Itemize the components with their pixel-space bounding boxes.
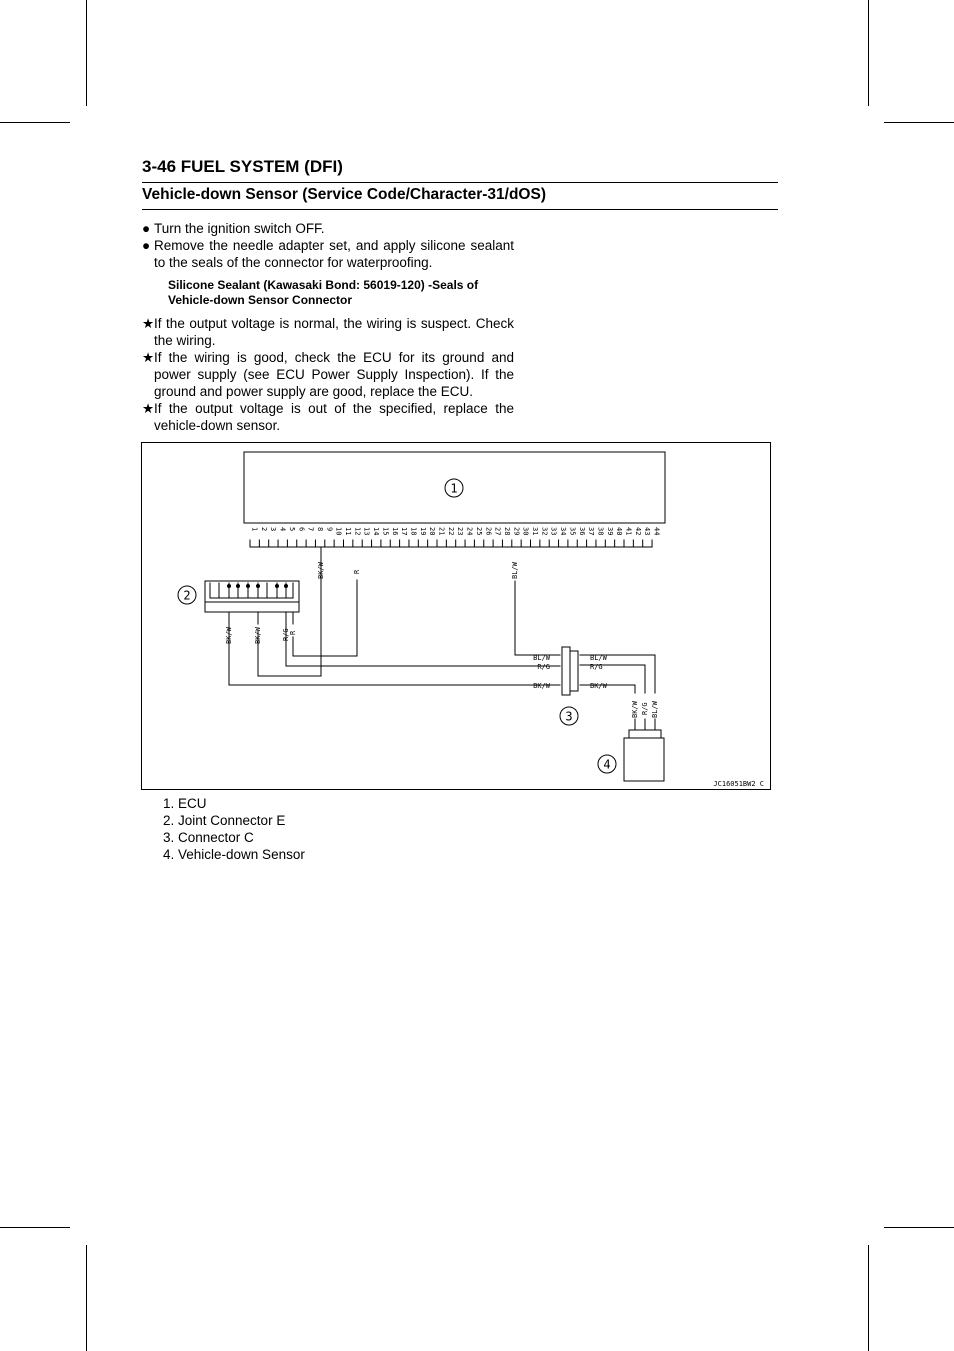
connector-c-right <box>570 651 578 691</box>
ecu-pin-number: 42 <box>633 527 642 536</box>
ecu-pin-number: 7 <box>306 527 315 532</box>
wire-label: R/G <box>537 663 550 671</box>
step-text: Turn the ignition switch OFF. <box>154 221 325 236</box>
ecu-pin-number: 28 <box>502 527 511 536</box>
crop-mark <box>884 122 954 123</box>
crop-mark <box>0 1227 70 1228</box>
judgment-text: If the output voltage is out of the specified, replace the vehicle-down sensor. <box>154 401 514 433</box>
wire-label: BL/W <box>511 562 519 579</box>
ecu-pin-number: 38 <box>596 527 605 536</box>
section-rule <box>142 209 778 210</box>
wire-label: R/G <box>641 702 649 715</box>
ecu-pin-number: 19 <box>418 527 427 536</box>
ecu-pin-number: 8 <box>315 527 324 532</box>
callout-number: 4 <box>603 757 611 772</box>
crop-mark <box>86 1245 87 1351</box>
ecu-pin-number: 13 <box>362 527 371 536</box>
crop-mark <box>868 1245 869 1351</box>
joint-dot <box>227 584 231 588</box>
ecu-pin-number: 32 <box>540 527 549 536</box>
wire-label: R/G <box>590 663 603 671</box>
page-title: 3-46 FUEL SYSTEM (DFI) <box>142 157 343 176</box>
wire-label: BK/W <box>590 682 607 690</box>
ecu-pin-number: 11 <box>344 527 352 536</box>
wire-bkw-1 <box>229 612 560 685</box>
figure-code: JC16051BW2 C <box>713 780 764 788</box>
ecu-pin-number: 43 <box>643 527 652 536</box>
connector-c-left <box>562 647 570 695</box>
joint-connector-body <box>205 602 299 612</box>
callout-number: 1 <box>450 481 458 496</box>
wire-label: BK/W <box>225 627 233 644</box>
ecu-pin-number: 24 <box>465 527 474 536</box>
ecu-pin-number: 21 <box>437 527 446 536</box>
spec-note: Silicone Sealant (Kawasaki Bond: 56019-120) -Seals of Vehicle-down Sensor Connector <box>168 278 479 307</box>
ecu-pin-number: 16 <box>390 527 399 536</box>
ecu-pin-number: 2 <box>259 527 268 532</box>
joint-dot <box>284 584 288 588</box>
ecu-pin-number: 34 <box>559 527 568 536</box>
wire-label: BL/W <box>651 701 659 718</box>
wire-label: BK/W <box>631 701 639 718</box>
ecu-pin-number: 14 <box>372 527 381 536</box>
ecu-pin-number: 9 <box>325 527 334 532</box>
wire-label: R <box>353 569 361 574</box>
callout-number: 3 <box>565 709 573 724</box>
ecu-pin-number: 30 <box>521 527 530 536</box>
wire-right-bkw <box>580 685 635 693</box>
ecu-pin-number: 39 <box>605 527 614 536</box>
ecu-pin-number: 6 <box>297 527 306 532</box>
judgment-text: If the wiring is good, check the ECU for its ground and power supply (see ECU Power Supply Inspection). If the ground and power supply are good, replace the ECU. <box>154 350 514 399</box>
joint-dot <box>256 584 260 588</box>
wire-label: BK/W <box>317 562 325 579</box>
joint-dot <box>275 584 279 588</box>
section-title: Vehicle-down Sensor (Service Code/Character-31/dOS) <box>142 186 546 203</box>
judgment-text: If the output voltage is normal, the wiring is suspect. Check the wiring. <box>154 316 514 348</box>
ecu-pin-number: 15 <box>381 527 390 536</box>
star-marker: ★ <box>142 350 155 365</box>
ecu-pin-number: 41 <box>624 527 633 536</box>
crop-mark <box>868 0 869 106</box>
wiring-diagram-svg <box>142 443 772 791</box>
ecu-pin-number: 22 <box>446 527 455 536</box>
legend-item: 3. Connector C <box>163 830 254 845</box>
callout-number: 2 <box>183 588 191 603</box>
ecu-pin-number: 40 <box>615 527 624 536</box>
ecu-pin-number: 5 <box>287 527 296 532</box>
sensor-body <box>624 738 664 781</box>
ecu-pin-number: 20 <box>428 527 437 536</box>
ecu-pin-number: 3 <box>269 527 278 532</box>
wire-label: BL/W <box>590 654 607 662</box>
ecu-pin-number: 37 <box>587 527 596 536</box>
judgment-item <box>142 400 514 434</box>
ecu-pin-number: 36 <box>577 527 586 536</box>
ecu-pin-number: 23 <box>456 527 465 536</box>
ecu-pin-number: 17 <box>400 527 409 536</box>
ecu-pin-number: 26 <box>484 527 493 536</box>
ecu-pin-number: 44 <box>652 527 661 536</box>
legend-item: 1. ECU <box>163 796 207 811</box>
joint-dot <box>236 584 240 588</box>
ecu-pin-number: 27 <box>493 527 502 536</box>
ecu-pin-number: 25 <box>474 527 483 536</box>
ecu-pin-number: 31 <box>531 527 539 536</box>
crop-mark <box>86 0 87 106</box>
wire-r-ecu <box>293 580 357 656</box>
step-text: Remove the needle adapter set, and apply silicone sealant to the seals of the connector for waterproofing. <box>154 238 514 270</box>
wire-label: BK/W <box>254 627 262 644</box>
star-marker: ★ <box>142 316 155 331</box>
ecu-pin-number: 1 <box>250 527 259 532</box>
legend-item: 2. Joint Connector E <box>163 813 286 828</box>
header-rule <box>142 182 778 183</box>
legend-item: 4. Vehicle-down Sensor <box>163 847 305 862</box>
crop-mark <box>884 1227 954 1228</box>
ecu-pin-number: 18 <box>409 527 418 536</box>
crop-mark <box>0 122 70 123</box>
bullet-marker: ● <box>142 238 151 253</box>
ecu-pin-number: 10 <box>334 527 343 536</box>
wire-label: R <box>289 630 297 635</box>
wire-blw-ecu <box>515 581 560 655</box>
step-item <box>142 237 514 271</box>
wire-rg <box>286 612 560 666</box>
ecu-pin-number: 35 <box>568 527 577 536</box>
star-marker: ★ <box>142 401 155 416</box>
bullet-marker: ● <box>142 221 151 236</box>
sensor-connector <box>629 730 661 738</box>
wire-label: R/G <box>282 628 290 641</box>
ecu-pin-number: 29 <box>512 527 521 536</box>
wire-label: BK/W <box>533 682 550 690</box>
joint-pin-group <box>210 583 293 598</box>
joint-dot <box>246 584 250 588</box>
ecu-pin-number: 33 <box>549 527 558 536</box>
step-item <box>142 220 514 237</box>
wiring-diagram <box>141 442 771 790</box>
judgment-item <box>142 315 514 349</box>
wire-label: BL/W <box>533 654 550 662</box>
ecu-pin-number: 12 <box>353 527 362 536</box>
judgment-item <box>142 349 514 400</box>
ecu-pin-group <box>250 527 661 547</box>
ecu-pin-number: 4 <box>278 527 287 532</box>
